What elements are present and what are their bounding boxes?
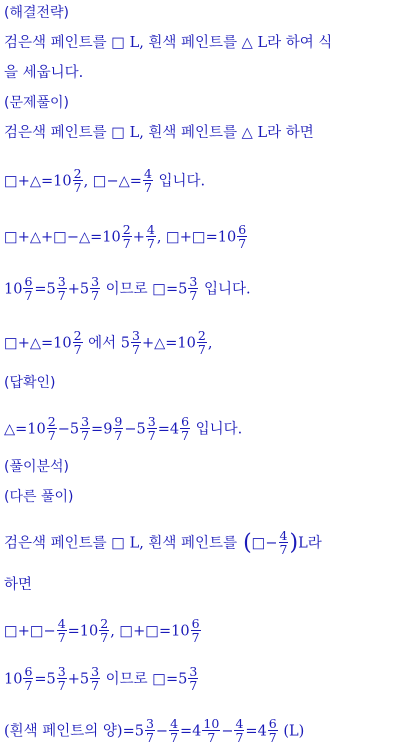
fraction: $\frac{4}{7}$: [143, 166, 152, 195]
equation-answer: △=10 $\frac{2}{7}$ −5 $\frac{3}{7}$ =9 $\frac{9}{7}$ −5 $\frac{3}{7}$ =4 $\frac{6}{7}$ 입니다.: [4, 414, 243, 443]
strategy-line-2: 을 세웁니다.: [4, 65, 84, 81]
equation-add-both: □+△+□−△=10 $\frac{2}{7}$ + $\frac{4}{7}$ , □+□=10 $\frac{6}{7}$: [4, 222, 247, 251]
fraction: $\frac{6}{7}$: [268, 716, 277, 745]
heading-alternative: (다른 풀이): [4, 489, 74, 505]
fraction: $\frac{3}{7}$: [91, 664, 100, 693]
fraction: $\frac{4}{7}$: [235, 716, 244, 745]
alt-line-1: 검은색 페인트를 □ L, 흰색 페인트를 (□− $\frac{4}{7}$ )L라: [4, 528, 322, 557]
fraction: $\frac{3}{7}$: [145, 716, 154, 745]
fraction: $\frac{4}{7}$: [170, 716, 179, 745]
fraction: $\frac{3}{7}$: [81, 414, 90, 443]
fraction: $\frac{2}{7}$: [100, 616, 109, 645]
equation-sum-diff: □+△=10 $\frac{2}{7}$ , □−△= $\frac{4}{7}$ 입니다.: [4, 166, 206, 195]
alt-equation-1: □+□− $\frac{4}{7}$ =10 $\frac{2}{7}$ , □+□=10 $\frac{6}{7}$: [4, 616, 200, 645]
heading-solution: (문제풀이): [4, 95, 70, 111]
fraction: $\frac{2}{7}$: [73, 166, 82, 195]
fraction: $\frac{10}{7}$: [203, 716, 220, 745]
fraction: $\frac{3}{7}$: [189, 274, 198, 303]
alt-equation-3: (흰색 페인트의 양)=5 $\frac{3}{7}$ − $\frac{4}{7}$ =4 $\frac{10}{7}$ − $\frac{4}{7}$ =4 $\frac{6}{7}$ (L): [4, 716, 305, 745]
strategy-line-1: 검은색 페인트를 □ L, 흰색 페인트를 △ L라 하여 식: [4, 35, 333, 51]
fraction: $\frac{6}{7}$: [191, 616, 200, 645]
solution-line-1: 검은색 페인트를 □ L, 흰색 페인트를 △ L라 하면: [4, 125, 314, 141]
heading-check: (답확인): [4, 375, 56, 391]
fraction: $\frac{6}{7}$: [181, 414, 190, 443]
alt-equation-2: 10 $\frac{6}{7}$ =5 $\frac{3}{7}$ +5 $\frac{3}{7}$ 이므로 □=5 $\frac{3}{7}$: [4, 664, 198, 693]
fraction: $\frac{3}{7}$: [132, 328, 140, 357]
fraction: $\frac{4}{7}$: [57, 616, 66, 645]
fraction: $\frac{2}{7}$: [122, 222, 131, 251]
heading-analysis: (풀이분석): [4, 459, 70, 475]
fraction: $\frac{4}{7}$: [279, 528, 288, 557]
fraction: $\frac{3}{7}$: [57, 664, 66, 693]
equation-split-half: 10 $\frac{6}{7}$ =5 $\frac{3}{7}$ +5 $\frac{3}{7}$ 이므로 □=5 $\frac{3}{7}$ 입니다.: [4, 274, 251, 303]
fraction: $\frac{4}{7}$: [146, 222, 155, 251]
fraction: $\frac{6}{7}$: [238, 222, 247, 251]
fraction: $\frac{2}{7}$: [73, 328, 82, 357]
fraction: $\frac{3}{7}$: [91, 274, 100, 303]
fraction: $\frac{3}{7}$: [57, 274, 66, 303]
fraction: $\frac{6}{7}$: [24, 664, 33, 693]
fraction: $\frac{3}{7}$: [189, 664, 198, 693]
fraction: $\frac{9}{7}$: [114, 414, 123, 443]
alt-line-2: 하면: [4, 577, 33, 593]
heading-solve-strategy: (해결전략): [4, 5, 70, 21]
fraction: $\frac{2}{7}$: [47, 414, 56, 443]
fraction: $\frac{2}{7}$: [197, 328, 206, 357]
equation-substitute: □+△=10 $\frac{2}{7}$ 에서 5 $\frac{3}{7}$ +△=10 $\frac{2}{7}$ ,: [4, 328, 213, 357]
fraction: $\frac{3}{7}$: [147, 414, 156, 443]
fraction: $\frac{6}{7}$: [24, 274, 33, 303]
